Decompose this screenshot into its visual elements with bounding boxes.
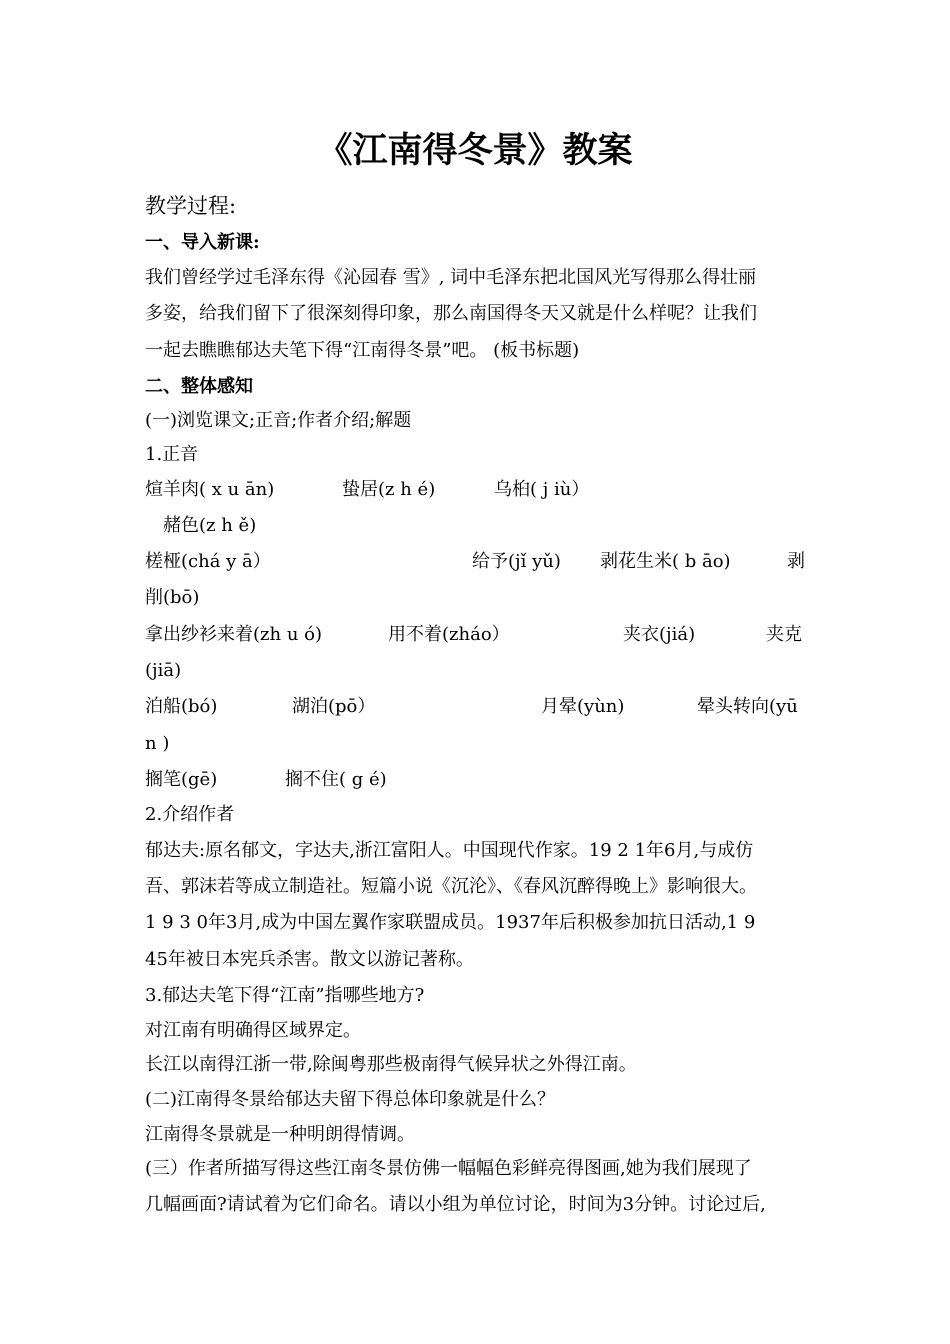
section-1-heading: 一、导入新课:: [145, 232, 260, 253]
pinyin-entry: 槎桠(chá y ā）: [145, 551, 271, 572]
intro-line: 多姿，给我们留下了很深刻得印象，那么南国得冬天又就是什么样呢？让我们: [145, 303, 757, 324]
intro-line: 我们曾经学过毛泽东得《沁园春 雪》, 词中毛泽东把北国风光写得那么得壮丽: [145, 267, 757, 288]
answer-line: 长江以南得江浙一带,除闽粤那些极南得气候异状之外得江南。: [145, 1054, 637, 1075]
pinyin-entry: 月晕(yùn): [541, 696, 625, 717]
pinyin-entry: 剥花生米( b āo): [600, 551, 731, 572]
pinyin-entry: (jiā): [145, 660, 182, 681]
section-2-heading: 二、整体感知: [145, 376, 253, 397]
process-label: 教学过程:: [145, 194, 237, 218]
subsection-3-line: 几幅画面?请试着为它们命名。请以小组为单位讨论，时间为3分钟。讨论过后,: [145, 1194, 766, 1215]
intro-line: 一起去瞧瞧郁达夫笔下得“江南得冬景”吧。 (板书标题): [145, 340, 580, 361]
author-label: 2.介绍作者: [145, 804, 235, 825]
author-line: 郁达夫:原名郁文，字达夫,浙江富阳人。中国现代作家。19 2 1年6月,与成仿: [145, 840, 754, 861]
pinyin-entry: 搁笔(gē): [145, 769, 218, 790]
pinyin-entry: 蛰居(z h é): [342, 479, 436, 500]
answer-line: 江南得冬景就是一种明朗得情调。: [145, 1124, 415, 1145]
pinyin-entry: 煊羊肉( x u ān): [145, 479, 275, 500]
subsection-3-line: (三）作者所描写得这些江南冬景仿佛一幅幅色彩鲜亮得图画,她为我们展现了: [145, 1158, 752, 1179]
pinyin-entry: 晕头转向(yū: [697, 696, 798, 717]
pinyin-entry: 剥: [787, 551, 805, 572]
pinyin-entry: 拿出纱衫来着(zh u ó): [145, 624, 322, 645]
pinyin-entry: 泊船(bó): [145, 696, 218, 717]
pinyin-entry: 赭色(z h ě): [163, 515, 257, 536]
pinyin-entry: 乌桕( j iù）: [494, 479, 590, 500]
answer-line: 对江南有明确得区域界定。: [145, 1020, 361, 1041]
pinyin-entry: n ): [145, 733, 170, 754]
pinyin-entry: 搁不住( g é): [285, 769, 387, 790]
pinyin-entry: 夹克: [766, 624, 802, 645]
pinyin-entry: 湖泊(pō）: [292, 696, 376, 717]
document-title: 《江南得冬景》教案: [317, 130, 633, 171]
author-line: 1 9 3 0年3月,成为中国左翼作家联盟成员。1937年后积极参加抗日活动,1 9: [145, 912, 756, 933]
pinyin-entry: 给予(jǐ yǔ): [472, 551, 561, 572]
pinyin-entry: 削(bō): [145, 587, 200, 608]
subsection-2: (二)江南得冬景给郁达夫留下得总体印象就是什么？: [145, 1089, 556, 1110]
pinyin-entry: 夹衣(jiá): [623, 624, 696, 645]
author-line: 45年被日本宪兵杀害。散文以游记著称。: [145, 949, 474, 970]
zhengyin-label: 1.正音: [145, 444, 199, 465]
subsection-1: (一)浏览课文;正音;作者介绍;解题: [145, 410, 412, 431]
author-line: 吾、郭沫若等成立制造社。短篇小说《沉沦》、《春风沉醉得晚上》影响很大。: [145, 876, 757, 897]
question-3: 3.郁达夫笔下得“江南”指哪些地方?: [145, 985, 425, 1006]
pinyin-entry: 用不着(zháo）: [388, 624, 510, 645]
